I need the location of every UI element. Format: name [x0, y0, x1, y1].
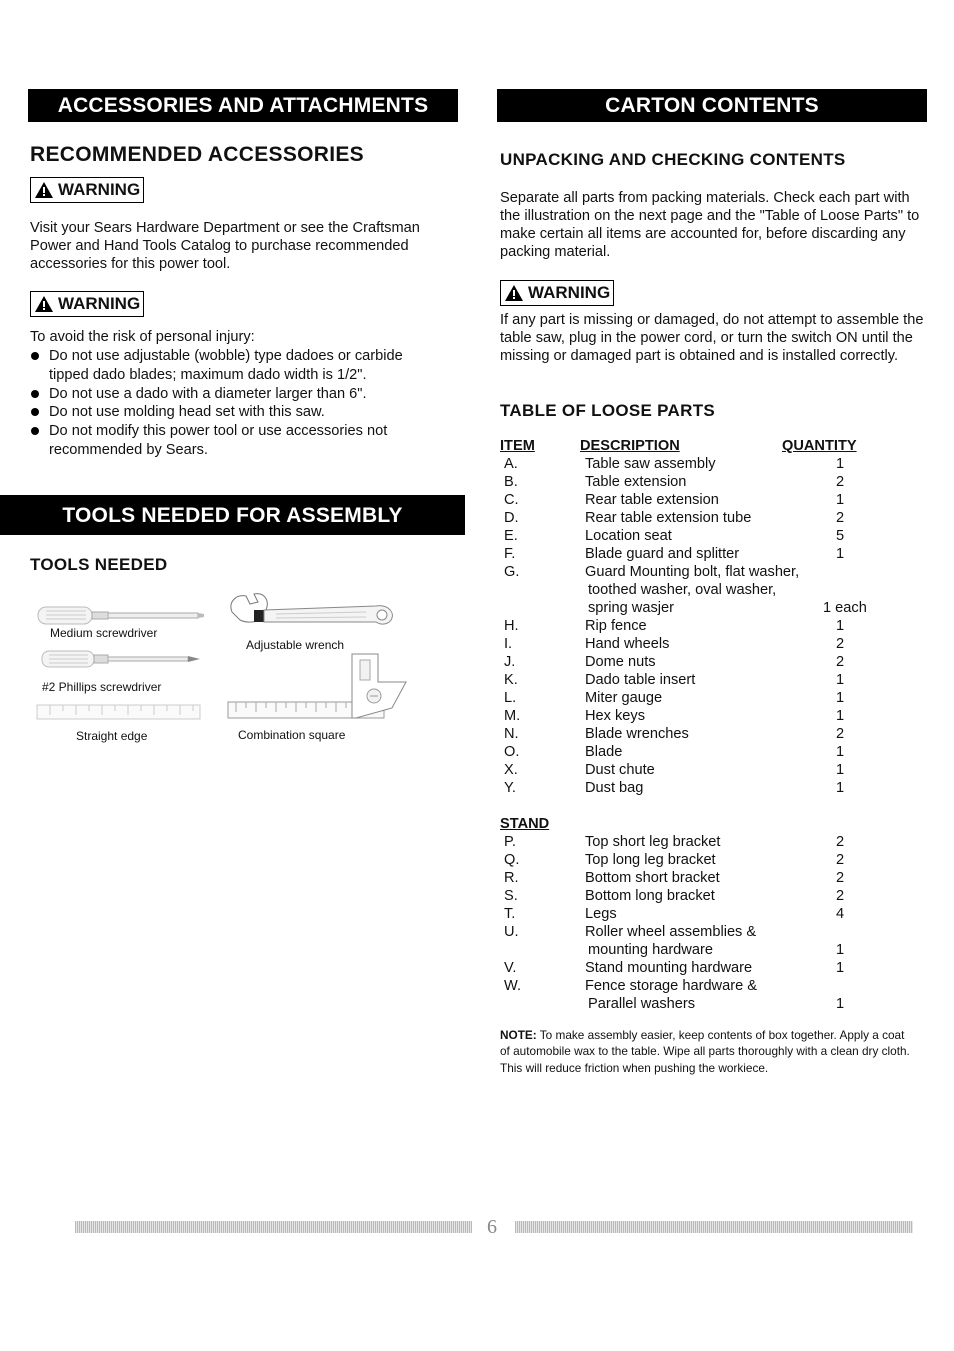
quantity-cell: 1 [836, 546, 845, 562]
warning-label: WARNING [528, 283, 611, 302]
table-row [500, 527, 900, 545]
combination-square-icon [226, 652, 408, 722]
description-cell: Dado table insert [585, 672, 696, 688]
description-cell: Rear table extension tube [585, 510, 752, 526]
quantity-cell: 1 [836, 744, 845, 760]
item-cell: O. [504, 744, 520, 760]
accessories-banner: ACCESSORIES AND ATTACHMENTS [28, 89, 458, 122]
table-row [500, 581, 900, 599]
table-row [500, 563, 900, 581]
item-cell: E. [504, 528, 518, 544]
description-cell: Table extension [585, 474, 687, 490]
description-cell: Location seat [585, 528, 672, 544]
description-cell: Miter gauge [585, 690, 663, 706]
item-cell: R. [504, 870, 519, 886]
table-row [500, 995, 900, 1013]
quantity-cell: 2 [836, 888, 845, 904]
note-label: NOTE: [500, 1028, 537, 1042]
table-row [500, 707, 900, 725]
quantity-cell: 1 [836, 618, 845, 634]
table-row [500, 779, 900, 797]
description-cell: Legs [585, 906, 617, 922]
warning2-intro: To avoid the risk of personal injury: [30, 329, 255, 345]
description-cell: Top short leg bracket [585, 834, 721, 850]
quantity-cell: 1 [836, 708, 845, 724]
table-row [500, 941, 900, 959]
quantity-cell: 2 [836, 636, 845, 652]
quantity-cell: 1 [836, 672, 845, 688]
description-cell: Blade [585, 744, 623, 760]
table-loose-parts-heading: TABLE OF LOOSE PARTS [500, 401, 716, 420]
table-row [500, 689, 900, 707]
warning-badge-2 [30, 291, 144, 317]
page-number: 6 [487, 1216, 497, 1238]
quantity-cell: 1 [836, 942, 845, 958]
carton-contents-banner: CARTON CONTENTS [497, 89, 927, 122]
item-cell: M. [504, 708, 521, 724]
item-cell: W. [504, 978, 522, 994]
description-cell: Dust bag [585, 780, 644, 796]
quantity-cell: 1 [836, 996, 845, 1012]
table-row [500, 869, 900, 887]
unpacking-heading: UNPACKING AND CHECKING CONTENTS [500, 150, 846, 169]
col-item-header: ITEM [500, 438, 535, 454]
table-row [500, 455, 900, 473]
quantity-cell: 1 [836, 456, 845, 472]
bullet-item: Do not use molding head set with this saw. [30, 403, 442, 422]
description-cell: Guard Mounting bolt, flat washer, [585, 564, 800, 580]
adjustable-wrench-label: Adjustable wrench [246, 638, 345, 652]
medium-screwdriver-label: Medium screwdriver [50, 626, 158, 640]
item-cell: V. [504, 960, 517, 976]
item-cell: Y. [504, 780, 516, 796]
description-cell: Dust chute [585, 762, 655, 778]
table-row [500, 887, 900, 905]
item-cell: U. [504, 924, 519, 940]
note-text: To make assembly easier, keep contents of box together. Apply a coat of automobile wax to the table. Wipe all parts thoroughly with a clean dry cloth. This will reduce friction when pushing the workiece. [500, 1028, 910, 1075]
unpacking-intro: Separate all parts from packing materials. Check each part with the illustration on the next page and the "Table of Loose Parts" to make certain all items are accounted for, before discarding any packing material. [500, 190, 920, 260]
item-cell: A. [504, 456, 518, 472]
footer-bar-right [515, 1221, 913, 1233]
tools-needed-heading: TOOLS NEEDED [30, 555, 168, 574]
medium-screwdriver-icon [34, 602, 206, 628]
item-cell: G. [504, 564, 520, 580]
description-cell: Rip fence [585, 618, 647, 634]
quantity-cell: 2 [836, 510, 845, 526]
quantity-cell: 4 [836, 906, 845, 922]
description-cell: Parallel washers [588, 996, 696, 1012]
item-cell: H. [504, 618, 519, 634]
description-cell: toothed washer, oval washer, [588, 582, 777, 598]
quantity-cell: 1 [836, 492, 845, 508]
quantity-cell: 2 [836, 870, 845, 886]
table-row [500, 491, 900, 509]
stand-parts-rows [500, 833, 900, 1013]
straight-edge-label: Straight edge [76, 729, 148, 743]
stand-heading: STAND [500, 816, 550, 832]
col-quantity-header: QUANTITY [782, 438, 857, 454]
item-cell: C. [504, 492, 519, 508]
table-row [500, 617, 900, 635]
straight-edge-icon [36, 703, 202, 721]
bullet-item: Do not use adjustable (wobble) type dadoes or carbide tipped dado blades; maximum dado width is 1/2". [30, 347, 442, 385]
description-cell: mounting hardware [588, 942, 713, 958]
description-cell: Hex keys [585, 708, 646, 724]
loose-parts-table [500, 437, 900, 1013]
warning-bullet-list [30, 347, 442, 460]
item-cell: P. [504, 834, 516, 850]
table-row [500, 743, 900, 761]
quantity-cell: 1 [836, 762, 845, 778]
description-cell: Table saw assembly [585, 456, 716, 472]
quantity-cell: 2 [836, 726, 845, 742]
quantity-cell: 1 [836, 780, 845, 796]
description-cell: Blade wrenches [585, 726, 689, 742]
quantity-cell: 2 [836, 474, 845, 490]
item-cell: T. [504, 906, 516, 922]
stand-header-row [500, 815, 900, 833]
note-paragraph [500, 1027, 915, 1076]
quantity-cell: 2 [836, 852, 845, 868]
description-cell: Bottom long bracket [585, 888, 715, 904]
item-cell: B. [504, 474, 518, 490]
table-row [500, 959, 900, 977]
table-header-row [500, 437, 900, 455]
quantity-cell: 2 [836, 834, 845, 850]
item-cell: D. [504, 510, 519, 526]
table-row [500, 833, 900, 851]
table-row [500, 635, 900, 653]
quantity-cell: 2 [836, 654, 845, 670]
description-cell: Top long leg bracket [585, 852, 716, 868]
warning-triangle-icon [35, 296, 53, 312]
warning-badge-3 [500, 280, 614, 306]
table-row [500, 509, 900, 527]
description-cell: Rear table extension [585, 492, 719, 508]
table-row [500, 905, 900, 923]
description-cell: Hand wheels [585, 636, 670, 652]
footer-bar-left [75, 1221, 472, 1233]
item-cell: X. [504, 762, 518, 778]
warning-label: WARNING [58, 294, 141, 313]
table-row [500, 761, 900, 779]
item-cell: I. [504, 636, 513, 652]
warning-triangle-icon [35, 182, 53, 198]
table-row [500, 671, 900, 689]
loose-parts-rows [500, 455, 900, 797]
item-cell: K. [504, 672, 518, 688]
table-row [500, 977, 900, 995]
recommended-accessories-heading: RECOMMENDED ACCESSORIES [30, 143, 364, 166]
description-cell: Blade guard and splitter [585, 546, 740, 562]
table-row [500, 653, 900, 671]
item-cell: N. [504, 726, 519, 742]
table-row [500, 923, 900, 941]
tools-banner: TOOLS NEEDED FOR ASSEMBLY [0, 495, 465, 535]
adjustable-wrench-icon [226, 590, 396, 636]
phillips-screwdriver-icon [38, 647, 202, 671]
description-cell: Fence storage hardware & [585, 978, 757, 994]
description-cell: Bottom short bracket [585, 870, 720, 886]
table-row [500, 599, 900, 617]
quantity-cell: 1 [836, 960, 845, 976]
warning1-text: Visit your Sears Hardware Department or see the Craftsman Power and Hand Tools Catalog to purchase recommended accessories for this power tool. [30, 220, 420, 272]
table-row [500, 725, 900, 743]
table-row [500, 473, 900, 491]
quantity-cell: 1 [836, 690, 845, 706]
bullet-item: Do not use a dado with a diameter larger than 6". [30, 385, 442, 404]
description-cell: spring wasjer [588, 600, 674, 616]
carton-warning-text: If any part is missing or damaged, do not attempt to assemble the table saw, plug in the power cord, or turn the switch ON until the missing or damaged part is obtained and is installed correctly. [500, 312, 924, 364]
description-cell: Dome nuts [585, 654, 656, 670]
combination-square-label: Combination square [238, 728, 346, 742]
table-row [500, 851, 900, 869]
warning-triangle-icon [505, 285, 523, 301]
description-cell: Stand mounting hardware [585, 960, 753, 976]
quantity-cell: 5 [836, 528, 845, 544]
warning-label: WARNING [58, 180, 141, 199]
item-cell: L. [504, 690, 517, 706]
col-description-header: DESCRIPTION [580, 438, 680, 454]
description-cell: Roller wheel assemblies & [585, 924, 757, 940]
item-cell: Q. [504, 852, 520, 868]
table-row [500, 545, 900, 563]
item-cell: F. [504, 546, 516, 562]
bullet-item: Do not modify this power tool or use accessories not recommended by Sears. [30, 422, 442, 460]
warning-badge-1 [30, 177, 144, 203]
item-cell: S. [504, 888, 518, 904]
quantity-cell: 1 each [823, 600, 867, 616]
phillips-screwdriver-label: #2 Phillips screwdriver [42, 680, 162, 694]
item-cell: J. [504, 654, 516, 670]
